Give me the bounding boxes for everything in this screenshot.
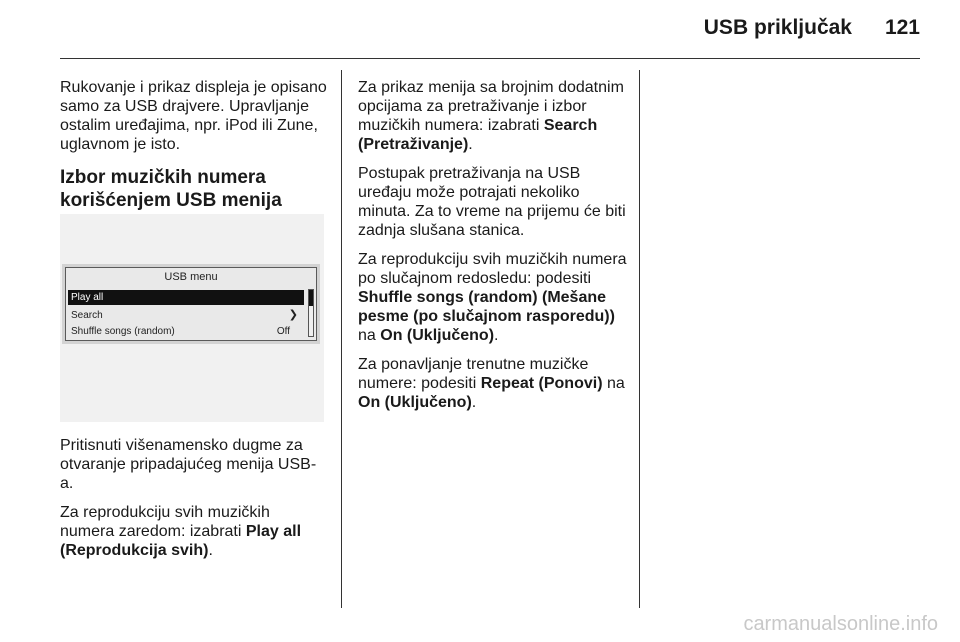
column-divider-1: [341, 70, 342, 608]
instruction-paragraph-2: Za reprodukciju svih muzičkih numera zaredom: izabrati Play all (Reprodukcija svih).: [60, 504, 302, 559]
search-note-paragraph: Postupak pretraživanja na USB uređaju može potrajati nekoliko minuta. Za to vreme na prijemu će biti zadnja slušana stanica.: [358, 165, 626, 239]
instruction-paragraph-1: Pritisnuti višenamensko dugme za otvaranje pripadajućeg menija USB-a.: [60, 437, 317, 492]
search-paragraph: Za prikaz menija sa brojnim dodatnim opcijama za pretraživanje i izbor muzičkih numera: izabrati Search (Pretraživanje).: [358, 79, 624, 153]
column-1-lower: [60, 436, 328, 570]
display-title: USB menu: [164, 271, 218, 283]
repeat-paragraph: Za ponavljanje trenutne muzičke numere: podesiti Repeat (Ponovi) na On (Uključeno).: [358, 356, 625, 411]
menu-item-shuffle: [68, 324, 304, 339]
display-frame: [65, 267, 317, 341]
display-scrollbar: [308, 289, 314, 337]
menu-item-label: Play all: [71, 292, 104, 303]
intro-paragraph: Rukovanje i prikaz displeja je opisano samo za USB drajvere. Upravljanje ostalim uređajima, npr. iPod ili Zune, uglavnom je isto.: [60, 79, 327, 153]
page-number: 121: [884, 16, 920, 39]
column-1: [60, 78, 328, 212]
display-illustration: [60, 214, 324, 422]
shuffle-paragraph: Za reprodukciju svih muzičkih numera po slučajnom redosledu: podesiti Shuffle songs (random) (Mešane pesme (po slučajnom rasporedu)) na On (Uključeno).: [358, 251, 627, 344]
menu-item-search: [68, 308, 304, 323]
header-divider: [60, 58, 920, 59]
column-2: [358, 78, 628, 422]
menu-item-value: Off: [276, 326, 290, 337]
display-screen: [62, 264, 320, 344]
menu-item-play-all: [68, 290, 304, 305]
section-heading: Izbor muzičkih numera korišćenjem USB menija: [60, 167, 282, 211]
column-divider-2: [639, 70, 640, 608]
watermark: carmanualsonline.info: [743, 613, 938, 635]
menu-item-label: Search: [71, 310, 103, 321]
section-title: USB priključak: [703, 16, 852, 39]
chevron-right-icon: ❯: [288, 309, 298, 321]
menu-item-label: Shuffle songs (random): [71, 326, 175, 337]
scrollbar-thumb: [309, 290, 313, 306]
